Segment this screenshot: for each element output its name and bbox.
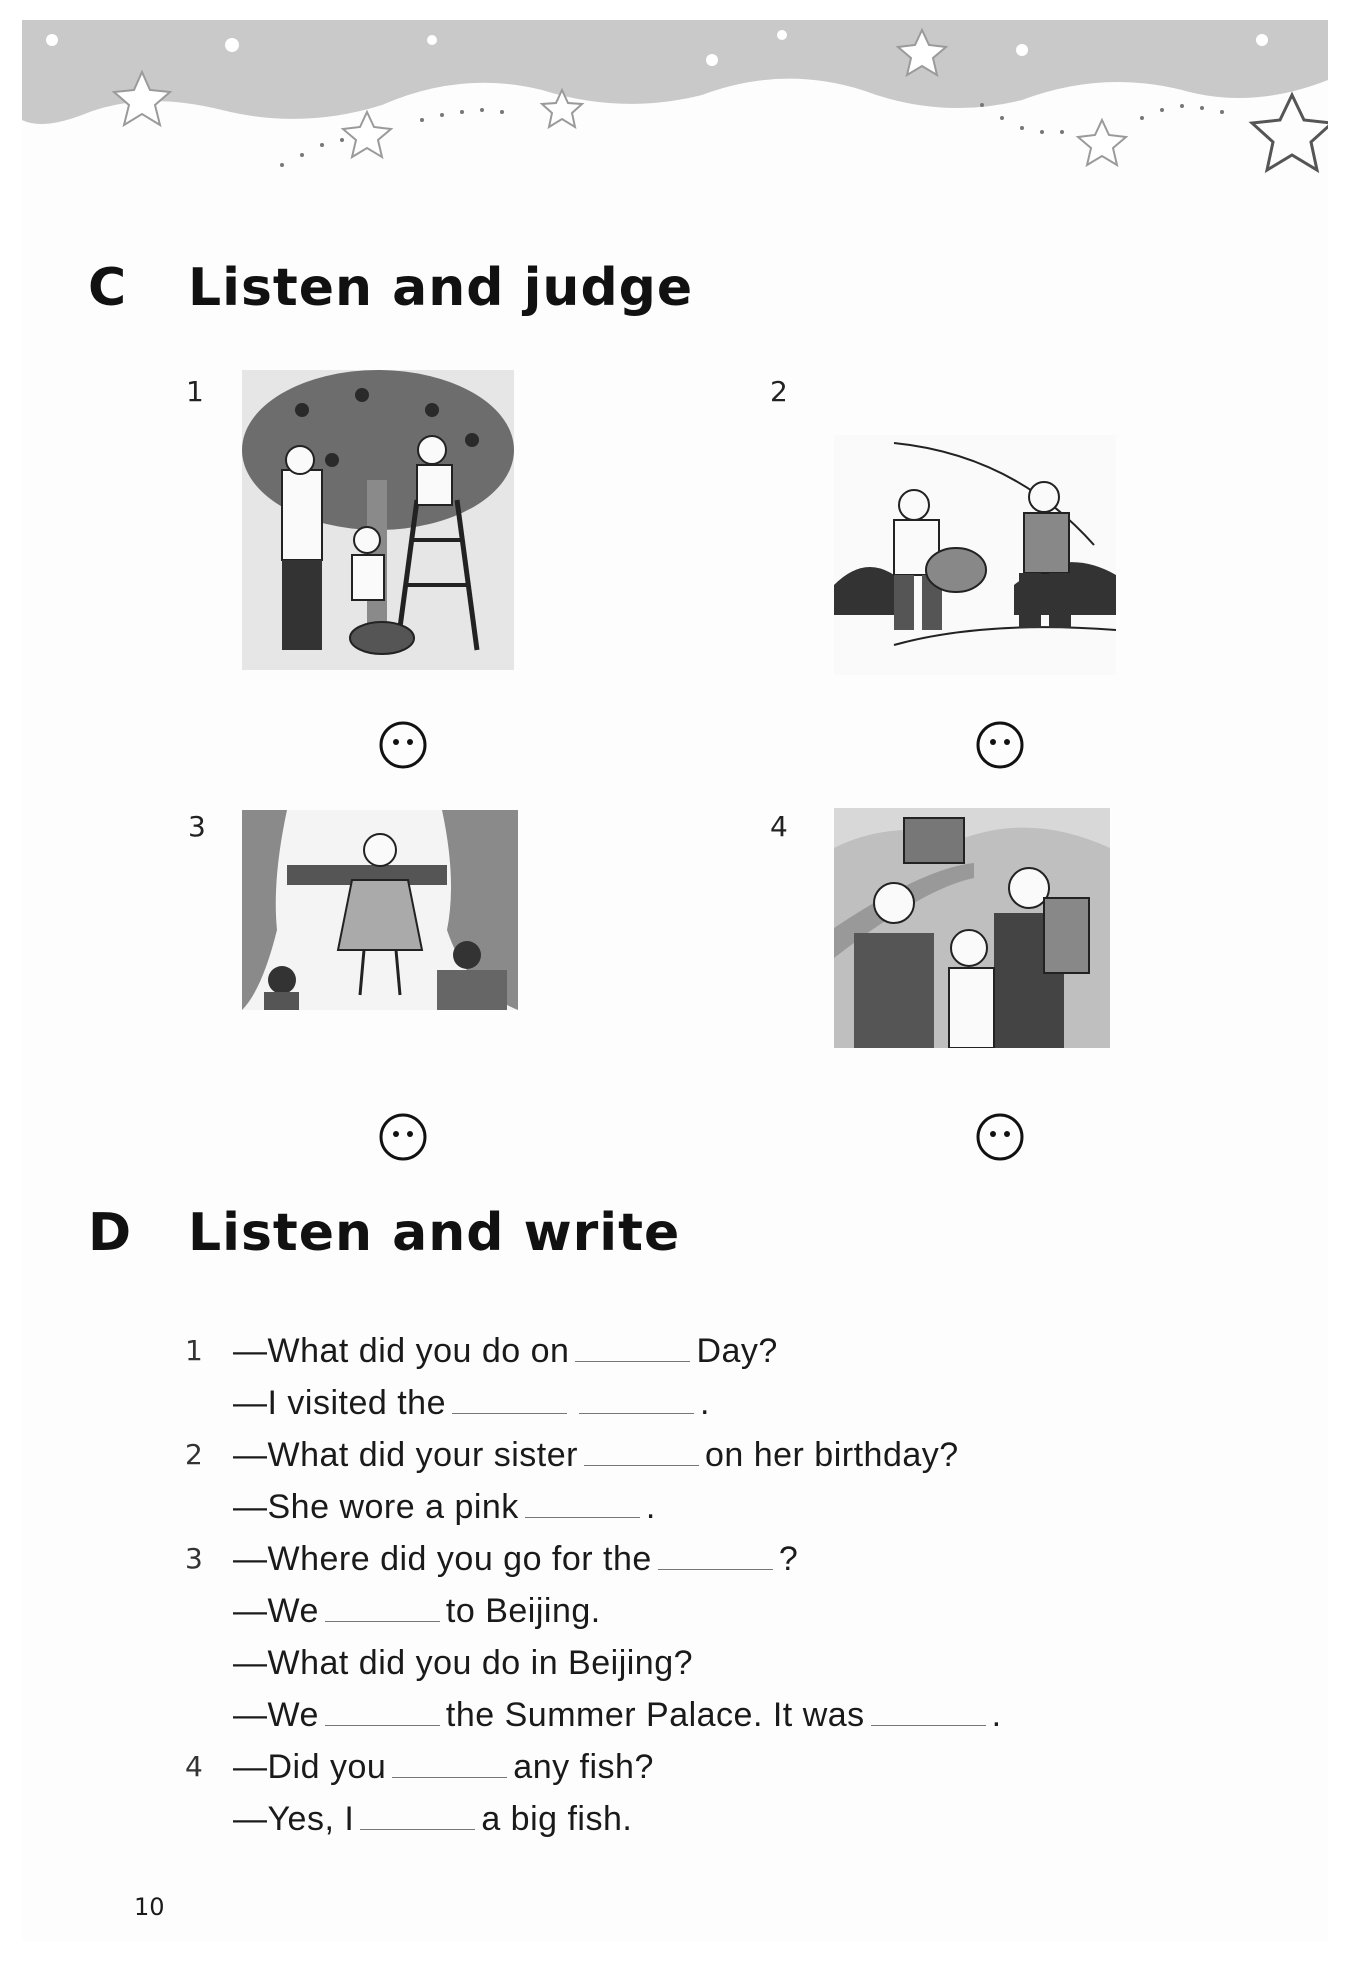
section-c-heading <box>88 258 693 318</box>
picture-number-3: 3 <box>188 810 206 843</box>
question-line <box>185 1793 1185 1845</box>
face-circle-icon[interactable] <box>975 720 1025 770</box>
face-circle-icon[interactable] <box>378 1112 428 1162</box>
answer-blank[interactable] <box>325 1697 440 1726</box>
question-text: —We <box>233 1592 319 1630</box>
question-text: ? <box>778 1540 799 1578</box>
question-text: —Yes, I <box>233 1800 355 1838</box>
question-text: —What did you do on <box>233 1332 570 1370</box>
question-text: . <box>645 1488 656 1526</box>
question-number: 1 <box>185 1334 204 1367</box>
question-text: —I visited the <box>233 1384 446 1422</box>
section-d-heading <box>88 1203 680 1263</box>
question-text: on her birthday? <box>704 1436 959 1474</box>
answer-blank[interactable] <box>392 1749 507 1778</box>
answer-blank[interactable] <box>360 1801 475 1830</box>
question-text: the Summer Palace. It was <box>445 1696 865 1734</box>
question-line <box>185 1429 1185 1481</box>
question-line <box>185 1585 1185 1637</box>
question-text: —What did you do in Beijing? <box>233 1644 694 1682</box>
starry-banner <box>22 20 1328 200</box>
question-line <box>185 1741 1185 1793</box>
section-c-title: Listen and judge <box>188 258 694 318</box>
picture-number-2: 2 <box>770 375 788 408</box>
question-number: 3 <box>185 1542 204 1575</box>
question-list <box>185 1325 1185 1845</box>
question-text: —We <box>233 1696 319 1734</box>
question-text: a big fish. <box>481 1800 633 1838</box>
question-text: —What did your sister <box>233 1436 578 1474</box>
stage-performance-picture <box>242 810 518 1010</box>
question-line <box>185 1637 1185 1689</box>
question-text: —Did you <box>233 1748 387 1786</box>
answer-blank[interactable] <box>325 1593 440 1622</box>
great-wall-picture <box>834 808 1110 1048</box>
picture-number-4: 4 <box>770 810 788 843</box>
page-number: 10 <box>134 1893 165 1921</box>
apple-picking-picture <box>242 370 514 670</box>
section-d-letter: D <box>88 1203 133 1263</box>
face-circle-icon[interactable] <box>975 1112 1025 1162</box>
question-text: —She wore a pink <box>233 1488 519 1526</box>
answer-blank[interactable] <box>871 1697 986 1726</box>
answer-blank[interactable] <box>584 1437 699 1466</box>
answer-blank[interactable] <box>658 1541 773 1570</box>
answer-blank[interactable] <box>579 1385 694 1414</box>
question-text: Day? <box>696 1332 778 1370</box>
fishing-picture <box>834 435 1116 675</box>
workbook-page <box>22 20 1328 1941</box>
question-line <box>185 1481 1185 1533</box>
question-line <box>185 1533 1185 1585</box>
face-circle-icon[interactable] <box>378 720 428 770</box>
question-line <box>185 1325 1185 1377</box>
section-d-title: Listen and write <box>188 1203 681 1263</box>
picture-number-1: 1 <box>186 375 204 408</box>
question-line <box>185 1377 1185 1429</box>
question-number: 2 <box>185 1438 204 1471</box>
question-text: —Where did you go for the <box>233 1540 652 1578</box>
question-line <box>185 1689 1185 1741</box>
answer-blank[interactable] <box>575 1333 690 1362</box>
answer-blank[interactable] <box>525 1489 640 1518</box>
question-number: 4 <box>185 1750 204 1783</box>
question-text: . <box>991 1696 1002 1734</box>
question-text: any fish? <box>513 1748 654 1786</box>
answer-blank[interactable] <box>452 1385 567 1414</box>
question-text: to Beijing. <box>445 1592 601 1630</box>
section-c-letter: C <box>88 258 128 318</box>
question-text: . <box>699 1384 710 1422</box>
